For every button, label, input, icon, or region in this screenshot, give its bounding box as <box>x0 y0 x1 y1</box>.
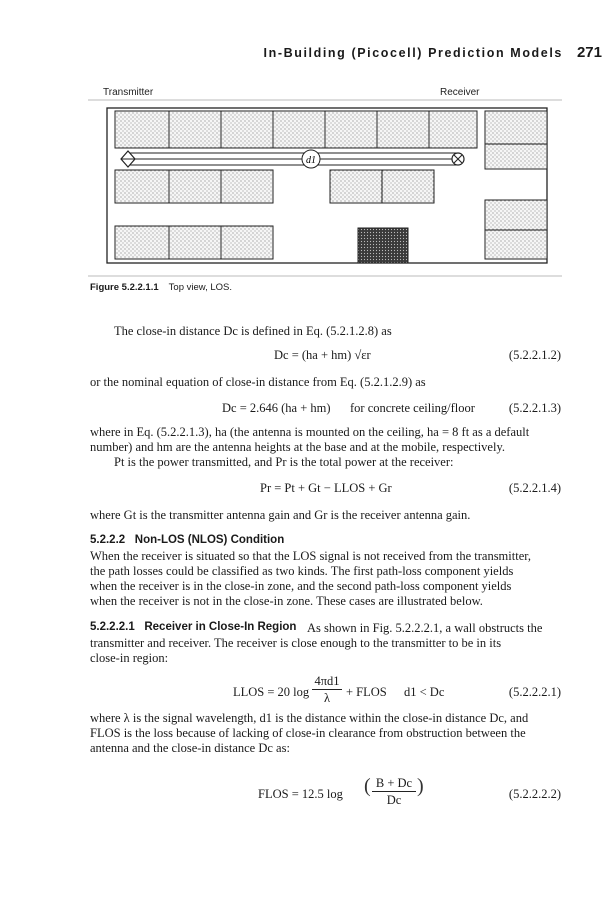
room-mid-3 <box>221 170 273 203</box>
equation-los-loss-rhs: + FLOS <box>346 685 387 699</box>
equation-los-loss-condition: d1 < Dc <box>404 685 445 699</box>
dense-obstruction-block <box>358 228 408 263</box>
paragraph-power-definitions: Pt is the power transmitted, and Pr is the total power at the receiver: <box>114 455 454 469</box>
room-right-4 <box>485 230 547 259</box>
paragraph-nlos-line3: when the receiver is in the close-in zone, and the second path-loss component yields <box>90 579 512 593</box>
equation-nominal-condition: for concrete ceiling/floor <box>350 401 475 415</box>
paragraph-nlos-line2: the path losses could be classified as two kinds. The first path-loss component yields <box>90 564 514 578</box>
room-top-7 <box>429 111 477 148</box>
equation-los-loss-denominator: λ <box>323 691 331 705</box>
equation-nominal-close-in: Dc = 2.646 (ha + hm) <box>222 401 331 415</box>
room-bottom-2 <box>169 226 221 259</box>
page-number: 271 <box>576 44 602 61</box>
equation-number-2: (5.2.2.1.3) <box>508 401 561 415</box>
subsection-title-close-in: Receiver in Close-In Region <box>144 621 297 633</box>
room-bottom-3 <box>221 226 273 259</box>
room-top-6 <box>377 111 429 148</box>
room-top-1 <box>115 111 169 148</box>
paragraph-close-in-region-line3: close-in region: <box>90 651 169 665</box>
room-top-3 <box>221 111 273 148</box>
equation-received-power: Pr = Pt + Gt − LLOS + Gr <box>260 481 392 495</box>
room-right-3 <box>485 200 547 230</box>
paragraph-antenna-heights-line1: where in Eq. (5.2.2.1.3), ha (the antenna is mounted on the ceiling, ha = 8 ft as a default <box>90 425 530 439</box>
paragraph-antenna-heights-line2: number) and hm are the antenna heights at the base and at the mobile, respectively. <box>90 440 506 454</box>
equation-clearance-loss-denominator: Dc <box>386 793 402 807</box>
equation-number-4: (5.2.2.2.1) <box>508 685 561 699</box>
equation-close-in-distance: Dc = (ha + hm) √εr <box>274 348 371 362</box>
paragraph-nominal-equation: or the nominal equation of close-in distance from Eq. (5.2.1.2.9) as <box>90 375 426 389</box>
paragraph-nlos-line4: when the receiver is not in the close-in zone. These cases are illustrated below. <box>90 594 483 608</box>
equation-clearance-loss-fraction-bar <box>372 791 416 792</box>
equation-number-1: (5.2.2.1.2) <box>508 348 561 362</box>
paragraph-antenna-gains: where Gt is the transmitter antenna gain and Gr is the receiver antenna gain. <box>90 508 471 522</box>
left-paren-icon: ( <box>364 775 371 797</box>
section-number-nlos: 5.2.2.2 <box>90 534 126 546</box>
paragraph-wavelength-line3: antenna and the close-in distance Dc as: <box>90 741 290 755</box>
room-bottom-1 <box>115 226 169 259</box>
equation-los-loss-numerator: 4πd1 <box>314 674 340 688</box>
figure-number: Figure 5.2.2.1.1 <box>90 282 159 293</box>
equation-los-loss-fraction-bar <box>312 689 342 690</box>
subsection-number-close-in: 5.2.2.2.1 <box>90 621 135 633</box>
room-top-4 <box>273 111 325 148</box>
right-paren-icon: ) <box>417 775 424 797</box>
room-top-5 <box>325 111 377 148</box>
equation-los-loss-lhs: LLOS = 20 log <box>233 685 310 699</box>
equation-number-5: (5.2.2.2.2) <box>508 787 561 801</box>
room-mid-2 <box>169 170 221 203</box>
room-right-1 <box>485 111 547 144</box>
section-heading-nlos <box>90 534 284 546</box>
distance-label: d1 <box>306 155 316 166</box>
running-title: In-Building (Picocell) Prediction Models <box>263 46 563 60</box>
subsection-heading-close-in <box>90 621 296 633</box>
paragraph-close-in-intro: The close-in distance Dc is defined in Eq. (5.2.1.2.8) as <box>114 324 392 338</box>
paragraph-close-in-region-line1: As shown in Fig. 5.2.2.2.1, a wall obstructs the <box>307 621 543 635</box>
room-right-2 <box>485 144 547 169</box>
transmitter-label: Transmitter <box>103 87 154 98</box>
room-top-2 <box>169 111 221 148</box>
paragraph-nlos-line1: When the receiver is situated so that the LOS signal is not received from the transmitter, <box>90 549 532 563</box>
section-title-nlos: Non-LOS (NLOS) Condition <box>134 534 285 546</box>
equation-clearance-loss-lhs: FLOS = 12.5 log <box>258 787 343 801</box>
paragraph-wavelength-line1: where λ is the signal wavelength, d1 is the distance within the close-in distance Dc, and <box>90 711 529 725</box>
figure-caption <box>90 282 232 293</box>
room-mid-5 <box>382 170 434 203</box>
receiver-label: Receiver <box>440 87 480 98</box>
figure-caption-text: Top view, LOS. <box>168 282 233 293</box>
equation-number-3: (5.2.2.1.4) <box>508 481 561 495</box>
equation-clearance-loss-numerator: B + Dc <box>375 776 413 790</box>
paragraph-wavelength-line2: FLOS is the loss because of lacking of close-in clearance from obstruction between the <box>90 726 526 740</box>
room-mid-4 <box>330 170 382 203</box>
paragraph-close-in-region-line2: transmitter and receiver. The receiver is close enough to the transmitter to be in its <box>90 636 502 650</box>
room-mid-1 <box>115 170 169 203</box>
